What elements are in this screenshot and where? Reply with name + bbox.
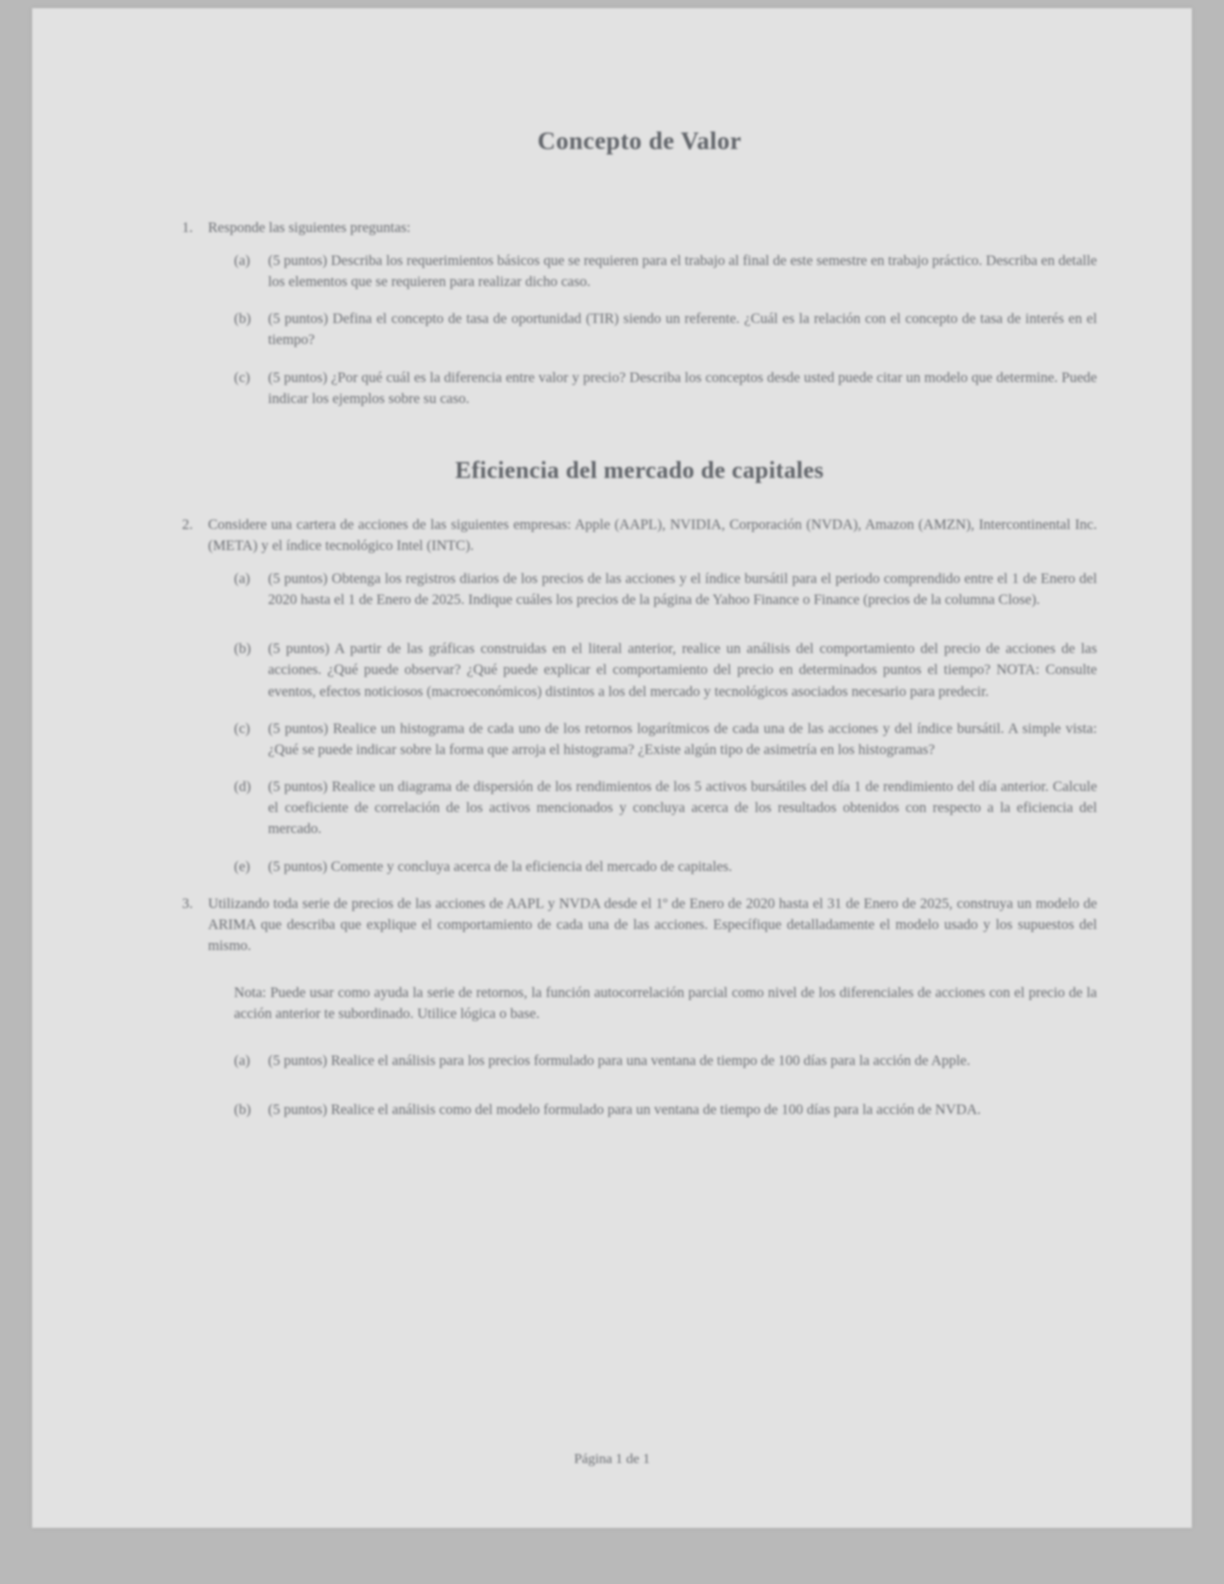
subitem-list-1: [182, 251, 1097, 410]
subitem-text: (5 puntos) Realice un diagrama de dispersión de los rendimientos de los 5 activos bursátiles del día 1 de rendimiento del día anterior. Calcule el coeficiente de correlación de los activos mencionados y concluya acerca de los resultados obtenidos con respecto a la eficiencia del mercado.: [268, 779, 1097, 838]
subitem-label: (a): [234, 253, 251, 270]
subitem-text: (5 puntos) Obtenga los registros diarios de los precios de las acciones y el índice bursátil para el periodo comprendido entre el 1 de Enero del 2020 hasta el 1 de Enero de 2025. Indique cuáles los precios de la página de Yahoo Finance o Finance (precios de la columna Close).: [268, 570, 1097, 609]
subitem-3b: [234, 1100, 1097, 1121]
subitem-label: (c): [234, 720, 251, 737]
question-3-note: Nota: Puede usar como ayuda la serie de retornos, la función autocorrelación parcial como nivel de los diferenciales de acciones con el precio de la acción anterior te subordinado. Utilice lógica o base.: [234, 984, 1097, 1022]
section-heading: Eficiencia del mercado de capitales: [455, 457, 824, 484]
subitem-text: (5 puntos) Realice un histograma de cada uno de los retornos logarítmicos de cada una de las acciones y del índice bursátil. A simple vista: ¿Qué se puede indicar sobre la forma que arroja el histograma? ¿Existe algún tipo de asimetría en los histogramas?: [268, 720, 1097, 758]
subitem-text: (5 puntos) Describa los requerimientos básicos que se requieren para el trabajo al final de este semestre en trabajo práctico. Describa en detalle los elementos que se requieren para realizar dicho caso.: [268, 253, 1097, 291]
subitem-text: (5 puntos) Comente y concluya acerca de la eficiencia del mercado de capitales.: [268, 858, 733, 875]
subitem-1b: [234, 309, 1097, 351]
question-number: 1.: [182, 220, 193, 236]
subitem-label: (a): [234, 570, 251, 587]
subitem-list-2: [182, 569, 1097, 878]
subitem-label: (b): [234, 1102, 251, 1119]
subitem-2c: [234, 719, 1097, 761]
question-number: 2.: [182, 516, 193, 533]
subitem-label: (b): [234, 641, 251, 658]
subitem-2a: [234, 569, 1097, 611]
subitem-text: (5 puntos) A partir de las gráficas construidas en el literal anterior, realice un análisis del comportamiento del precio de acciones de las acciones. ¿Qué puede observar? ¿Qué puede explicar el comportamiento del precio en determinados puntos el tiempo? NOTA: Consulte eventos, efectos noticiosos (macroeconómicos) distintos a los del mercado y tecnológicos asociados necesario para predecir.: [268, 641, 1097, 700]
page-footer: Página 1 de 1: [574, 1452, 650, 1467]
subitem-label: (d): [234, 779, 251, 796]
question-item-3: [182, 894, 1097, 957]
subitem-1a: [234, 251, 1097, 293]
question-number: 3.: [182, 895, 193, 912]
subitem-list-3: [182, 1051, 1097, 1121]
subitem-text: (5 puntos) Realice el análisis para los precios formulado para una ventana de tiempo de 100 días para la acción de Apple.: [268, 1053, 971, 1070]
page-title: Concepto de Valor: [537, 128, 742, 155]
subitem-label: (a): [234, 1053, 251, 1070]
subitem-label: (b): [234, 311, 251, 328]
subitem-2b: [234, 639, 1097, 702]
subitem-label: (c): [234, 369, 251, 386]
subitem-label: (e): [234, 858, 251, 875]
subitem-2e: [234, 857, 1097, 878]
subitem-3a: [234, 1051, 1097, 1072]
subitem-2d: [234, 777, 1097, 840]
subitem-text: (5 puntos) ¿Por qué cuál es la diferencia entre valor y precio? Describa los conceptos desde usted puede citar un modelo que determine. Puede indicar los ejemplos sobre su caso.: [268, 369, 1097, 407]
subitem-text: (5 puntos) Defina el concepto de tasa de oportunidad (TIR) siendo un referente. ¿Cuál es la relación con el concepto de tasa de interés en el tiempo?: [268, 311, 1097, 349]
question-item-2: [182, 515, 1097, 557]
question-text: Responde las siguientes preguntas:: [208, 220, 411, 236]
document-body: [182, 128, 1097, 1137]
question-item-1: [182, 218, 1097, 239]
document-page: [32, 8, 1192, 1528]
question-text: Utilizando toda serie de precios de las acciones de AAPL y NVDA desde el 1º de Enero de 2020 hasta el 31 de Enero de 2025, construya un modelo de ARIMA que describa que explique el comportamiento de cada una de las acciones. Específique detalladamente el modelo usado y los supuestos del mismo.: [208, 895, 1097, 954]
question-text: Considere una cartera de acciones de las siguientes empresas: Apple (AAPL), NVIDIA, Corporación (NVDA), Amazon (AMZN), Intercontinental Inc. (META) y el índice tecnológico Intel (INTC).: [208, 516, 1097, 554]
subitem-text: (5 puntos) Realice el análisis como del modelo formulado para un ventana de tiempo de 100 días para la acción de NVDA.: [268, 1102, 981, 1119]
subitem-1c: [234, 368, 1097, 410]
